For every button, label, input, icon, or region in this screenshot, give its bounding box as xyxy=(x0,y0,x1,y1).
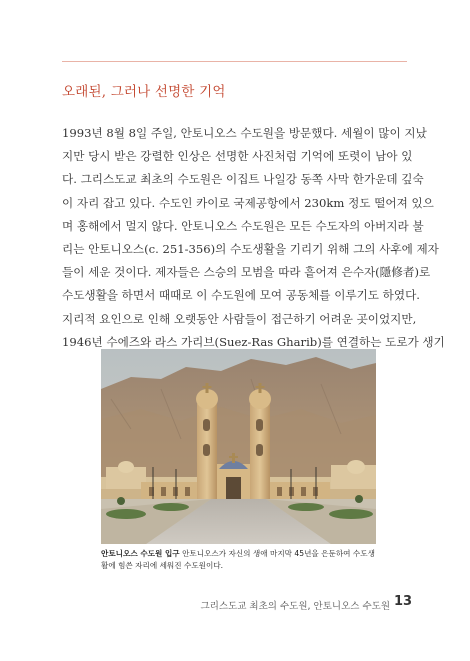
body-line: 지리적 요인으로 인해 오랫동안 사람들이 접근하기 어려운 곳이었지만, xyxy=(62,311,417,326)
body-line: 이 자리 잡고 있다. 수도인 카이로 국제공항에서 230km 정도 떨어져 있으 xyxy=(62,195,434,210)
body-line: 며 홍해에서 멀지 않다. 안토니오스 수도원은 모든 수도자의 아버지라 불 xyxy=(62,218,424,233)
photo-caption xyxy=(101,548,376,572)
body-line: 지만 당시 받은 강렬한 인상은 선명한 사진처럼 기억에 또렷이 남아 있 xyxy=(62,149,413,164)
body-paragraph xyxy=(62,122,445,354)
caption-text: 안토니오스가 자신의 생애 마지막 45년을 은둔하여 수도생활에 힘쓴 자리에 세워진 수도원이다. xyxy=(101,549,375,570)
running-title: 그리스도교 최초의 수도원, 안토니오스 수도원 xyxy=(200,601,390,612)
body-line: 들이 세운 것이다. 제자들은 스승의 모범을 따라 흩어져 은수자(隱修者)로 xyxy=(62,265,431,280)
body-line: 수도생활을 하면서 때때로 이 수도원에 모여 공동체를 이루기도 하였다. xyxy=(62,288,420,303)
section-title: 오래된, 그러나 선명한 기억 xyxy=(62,84,226,100)
caption-title: 안토니오스 수도원 입구 xyxy=(101,549,180,558)
monastery-photo xyxy=(101,349,376,544)
body-line: 1993년 8월 8일 주일, 안토니오스 수도원을 방문했다. 세월이 많이 지났 xyxy=(62,126,427,140)
page-number: 13 xyxy=(394,594,413,609)
body-line: 다. 그리스도교 최초의 수도원은 이집트 나일강 동쪽 사막 한가운데 깊숙 xyxy=(62,172,424,187)
body-line: 리는 안토니오스(c. 251-356)의 수도생활을 기리기 위해 그의 사후에 제자 xyxy=(62,242,439,257)
body-line: 1946년 수에즈와 라스 가리브(Suez-Ras Gharib)를 연결하는 도로가 생기 xyxy=(62,334,445,349)
monastery-illustration xyxy=(101,349,376,544)
top-rule xyxy=(62,61,407,62)
